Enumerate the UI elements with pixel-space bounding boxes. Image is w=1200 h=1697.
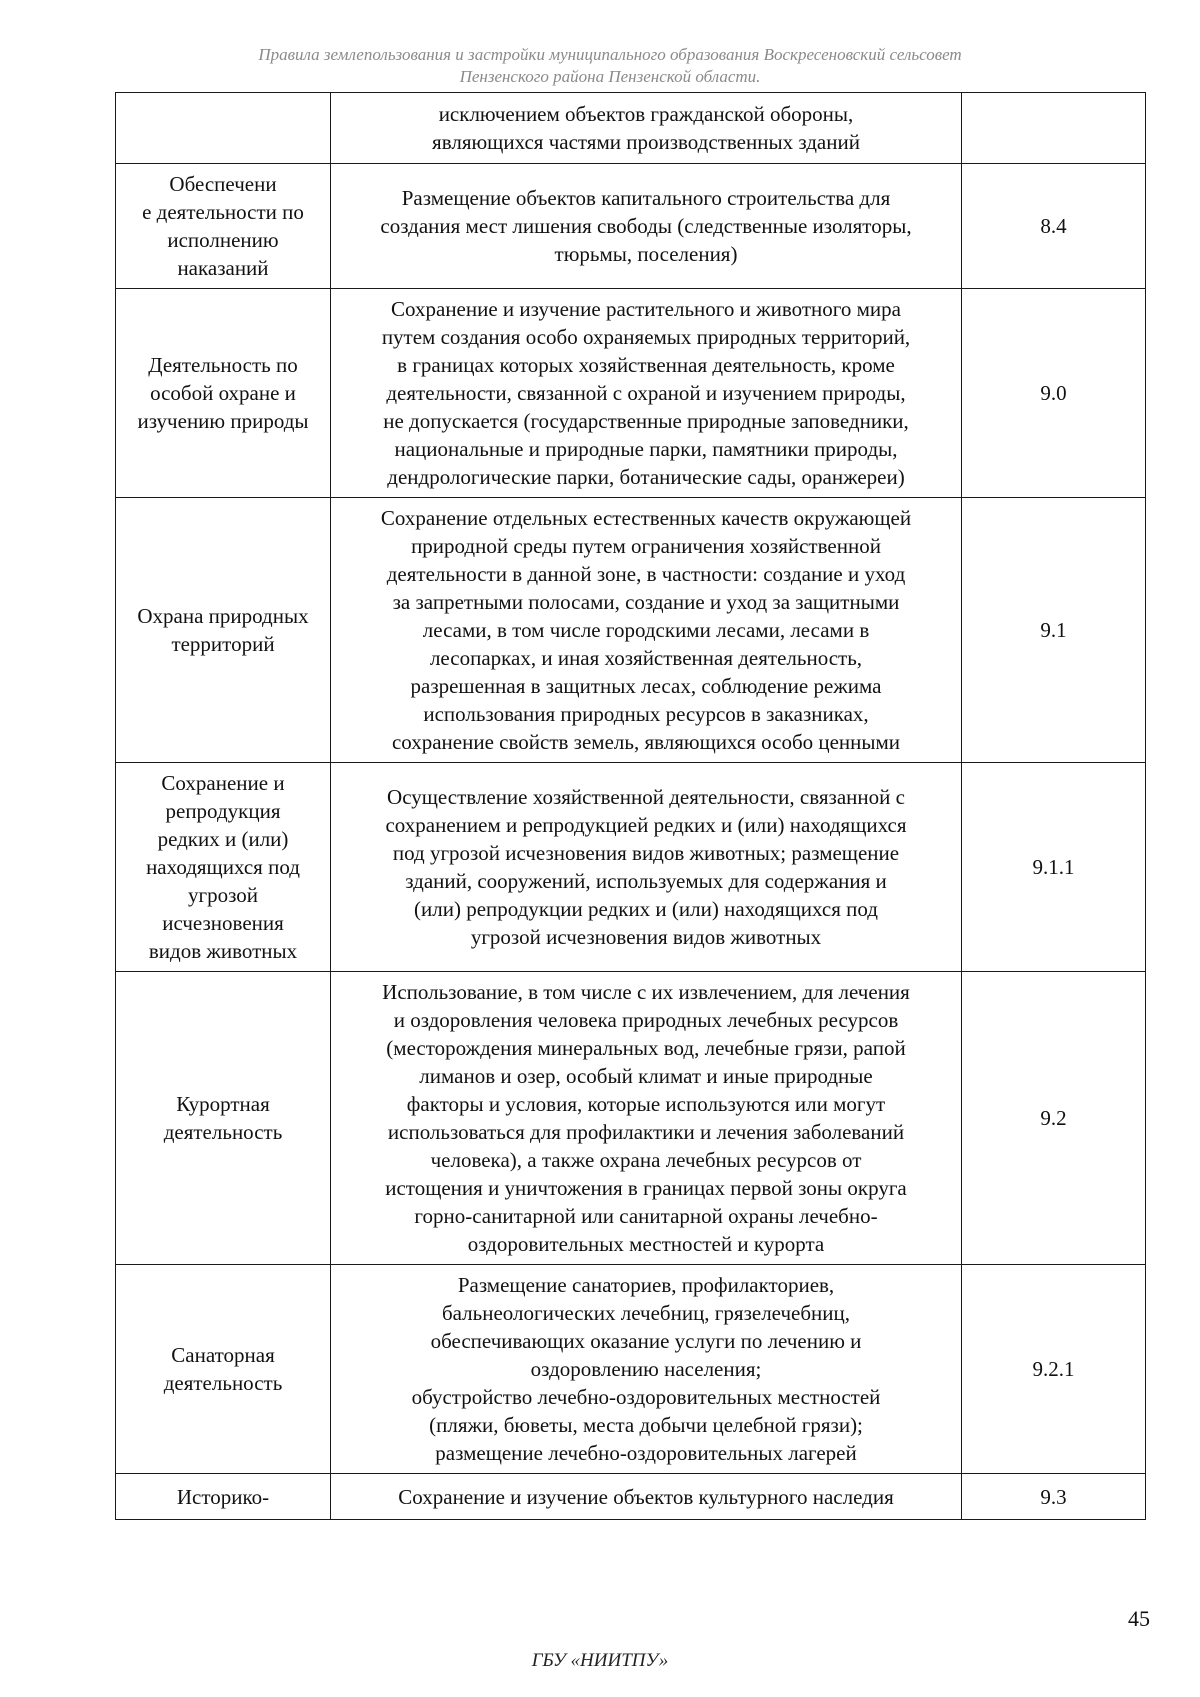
use-description-cell: [331, 164, 962, 289]
use-description-line: не допускается (государственные природные заповедники,: [383, 409, 909, 433]
use-description-line: исключением объектов гражданской обороны,: [438, 102, 854, 126]
use-description-line: Размещение объектов капитального строительства для: [401, 186, 891, 210]
use-description-cell: [331, 289, 962, 498]
use-description-cell: [331, 763, 962, 972]
use-name-line: изучению природы: [137, 409, 309, 433]
use-description-line: сохранение свойств земель, являющихся особо ценными: [391, 730, 901, 754]
use-description-line: путем создания особо охраняемых природных территорий,: [381, 325, 911, 349]
use-description-line: обеспечивающих оказание услуги по лечению и: [430, 1329, 862, 1353]
table-row: [116, 972, 1146, 1265]
use-description-line: национальные и природные парки, памятники природы,: [394, 437, 898, 461]
use-name-cell: [116, 93, 331, 164]
use-description-line: разрешенная в защитных лесах, соблюдение режима: [410, 674, 882, 698]
use-name-cell: [116, 164, 331, 289]
use-name-line: исчезновения: [162, 911, 284, 935]
use-code: 9.1.1: [1032, 855, 1075, 879]
use-description-line: (или) репродукции редких и (или) находящихся под: [414, 897, 878, 921]
use-description-line: человека), а также охрана лечебных ресурсов от: [430, 1148, 862, 1172]
use-description-line: бальнеологических лечебниц, грязелечебниц,: [441, 1301, 851, 1325]
use-description-cell: [331, 1265, 962, 1474]
use-name-line: редких и (или): [157, 827, 289, 851]
use-name-line: репродукция: [165, 799, 281, 823]
use-name-line: угрозой: [187, 883, 259, 907]
use-description-line: (месторождения минеральных вод, лечебные грязи, рапой: [386, 1036, 906, 1060]
use-description-line: дендрологические парки, ботанические сады, оранжереи): [387, 465, 905, 489]
use-description-line: создания мест лишения свободы (следственные изоляторы,: [380, 214, 912, 238]
use-description-line: зданий, сооружений, используемых для содержания и: [405, 869, 887, 893]
use-name-line: Охрана природных: [137, 604, 309, 628]
use-code-cell: [962, 498, 1146, 763]
use-name-cell: [116, 289, 331, 498]
use-code-cell: [962, 289, 1146, 498]
use-description-cell: [331, 972, 962, 1265]
use-description-line: (пляжи, бюветы, места добычи целебной грязи);: [429, 1413, 863, 1437]
use-description-line: оздоровлению населения;: [530, 1357, 762, 1381]
use-code-cell: [962, 1474, 1146, 1520]
use-description-line: горно-санитарной или санитарной охраны лечебно-: [414, 1204, 878, 1228]
use-description-line: использоваться для профилактики и лечения заболеваний: [387, 1120, 905, 1144]
table-row: [116, 763, 1146, 972]
page-number: 45: [1128, 1606, 1150, 1631]
use-name-line: Санаторная: [171, 1343, 275, 1367]
use-description-line: природной среды путем ограничения хозяйственной: [411, 534, 881, 558]
use-name-line: территорий: [171, 632, 275, 656]
use-code-cell: [962, 972, 1146, 1265]
use-description-line: являющихся частями производственных зданий: [432, 130, 860, 154]
use-description-cell: [331, 93, 962, 164]
use-name-line: деятельность: [163, 1371, 283, 1395]
use-code: 9.3: [1040, 1484, 1067, 1509]
use-name-line: Деятельность по: [148, 353, 298, 377]
use-description-line: использования природных ресурсов в заказниках,: [423, 702, 869, 726]
use-name-line: деятельность: [163, 1120, 283, 1144]
table-row: [116, 289, 1146, 498]
use-description-line: Сохранение и изучение растительного и животного мира: [391, 297, 901, 321]
use-description-line: факторы и условия, которые используются или могут: [406, 1092, 886, 1116]
use-code-cell: [962, 763, 1146, 972]
use-description-line: в границах которых хозяйственная деятельность, кроме: [397, 353, 895, 377]
use-description-line: и оздоровления человека природных лечебных ресурсов: [393, 1008, 899, 1032]
use-name-cell: [116, 1474, 331, 1520]
use-description-line: лесопарках, и иная хозяйственная деятельность,: [429, 646, 863, 670]
use-description-line: истощения и уничтожения в границах первой зоны округа: [385, 1176, 907, 1200]
use-name-line: Историко-: [176, 1484, 270, 1509]
use-description-line: Размещение санаториев, профилакториев,: [457, 1273, 835, 1297]
use-description-line: сохранением и репродукцией редких и (или) находящихся: [385, 813, 907, 837]
use-description-line: тюрьмы, поселения): [554, 242, 738, 266]
use-description-cell: [331, 1474, 962, 1520]
use-code: 9.2.1: [1032, 1357, 1075, 1381]
use-description-line: оздоровительных местностей и курорта: [467, 1232, 825, 1256]
use-code: 9.1: [1040, 618, 1067, 642]
use-code: 8.4: [1040, 214, 1067, 238]
use-name-line: особой охране и: [150, 381, 296, 405]
use-name-line: исполнению: [167, 228, 279, 252]
use-description-line: Сохранение отдельных естественных качеств окружающей: [380, 506, 912, 530]
use-description-line: деятельности, связанной с охраной и изучением природы,: [386, 381, 906, 405]
use-name-line: Обеспечени: [169, 172, 277, 196]
use-name-cell: [116, 498, 331, 763]
use-name-line: е деятельности по: [142, 200, 304, 224]
use-description-line: Сохранение и изучение объектов культурного наследия: [398, 1484, 894, 1509]
use-name-line: Курортная: [176, 1092, 270, 1116]
use-name-cell: [116, 972, 331, 1265]
use-name-line: находящихся под: [146, 855, 300, 879]
use-code-cell: [962, 93, 1146, 164]
page-footer: ГБУ «НИИТПУ»: [531, 1650, 669, 1671]
use-description-line: под угрозой исчезновения видов животных; размещение: [392, 841, 900, 865]
use-name-line: Сохранение и: [161, 771, 285, 795]
use-description-line: Использование, в том числе с их извлечением, для лечения: [382, 980, 910, 1004]
use-code: 9.0: [1040, 381, 1067, 405]
table-row: [116, 164, 1146, 289]
use-name-cell: [116, 763, 331, 972]
table-row: [116, 1265, 1146, 1474]
use-code-cell: [962, 164, 1146, 289]
use-description-line: обустройство лечебно-оздоровительных местностей: [411, 1385, 881, 1409]
use-description-line: угрозой исчезновения видов животных: [470, 925, 822, 949]
land-use-table: [115, 92, 1146, 1520]
use-description-line: за запретными полосами, создание и уход за защитными: [392, 590, 900, 614]
table-body: [116, 93, 1146, 1520]
use-description-cell: [331, 498, 962, 763]
header-line-1: Правила землепользования и застройки муниципального образования Воскресеновский сельсовет: [258, 45, 962, 64]
use-name-line: видов животных: [148, 939, 298, 963]
use-description-line: лесами, в том числе городскими лесами, лесами в: [422, 618, 870, 642]
page-header: [160, 44, 1060, 88]
use-description-line: размещение лечебно-оздоровительных лагерей: [435, 1441, 857, 1465]
table-row: [116, 498, 1146, 763]
use-name-cell: [116, 1265, 331, 1474]
table-row: [116, 93, 1146, 164]
table-row: [116, 1474, 1146, 1520]
use-name-line: наказаний: [177, 256, 269, 280]
use-description-line: деятельности в данной зоне, в частности: создание и уход: [386, 562, 906, 586]
use-code-cell: [962, 1265, 1146, 1474]
use-description-line: Осуществление хозяйственной деятельности, связанной с: [387, 785, 905, 809]
use-description-line: лиманов и озер, особый климат и иные природные: [419, 1064, 873, 1088]
use-code: 9.2: [1040, 1106, 1067, 1130]
header-line-2: Пензенского района Пензенской области.: [459, 67, 761, 86]
